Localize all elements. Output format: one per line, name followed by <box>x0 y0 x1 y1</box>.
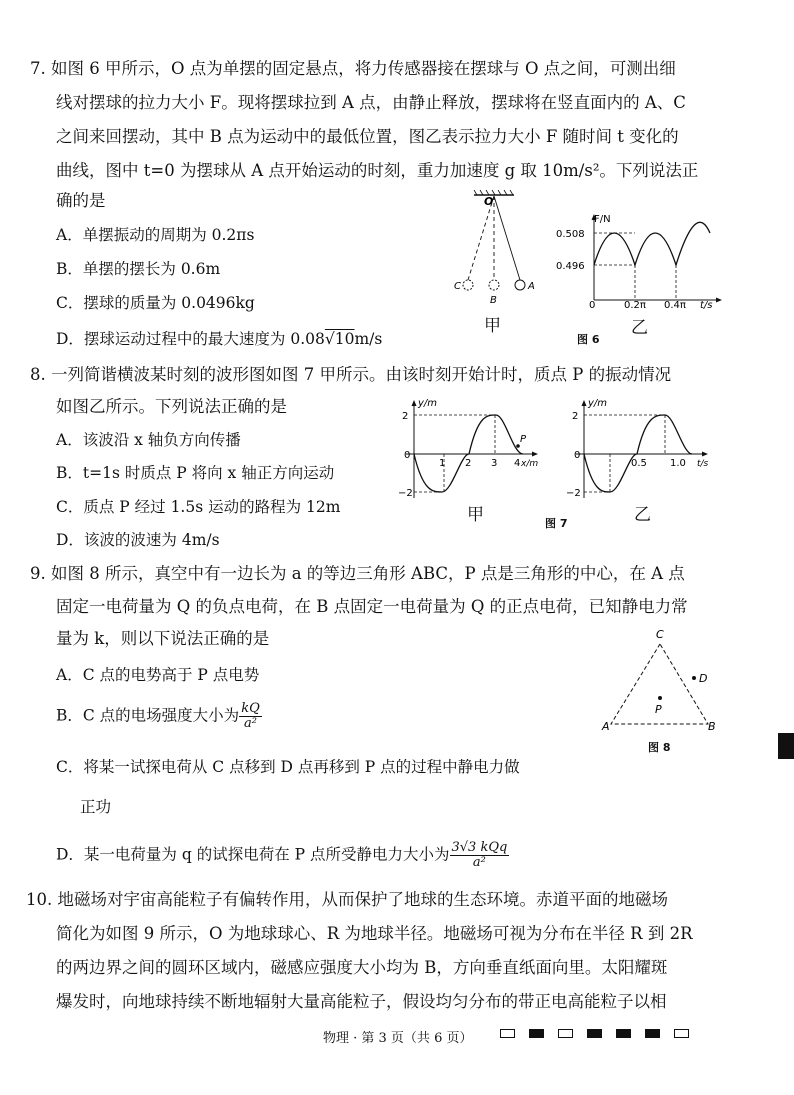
marker-hollow-square <box>674 1029 689 1038</box>
pendulum-label-c: C <box>454 281 461 292</box>
q9-option-b <box>56 702 262 731</box>
q10-stem-line-1: 10. 地磁场对宇宙高能粒子有偏转作用，从而保护了地球的生态环境。赤道平面的地磁场 <box>26 890 668 909</box>
q9-option-c-line-2: 正功 <box>80 798 112 816</box>
force-chart-xlabel: t/s <box>700 300 713 310</box>
q7-stem-line-4: 曲线，图中 t=0 为摆球从 A 点开始运动的时刻，重力加速度 g 取 10m/s²。下列说法正 <box>56 161 699 180</box>
q9-stem-line-2: 固定一电荷量为 Q 的负点电荷，在 B 点固定一电荷量为 Q 的正点电荷，已知静电力常 <box>56 597 688 616</box>
q7-option-d-text: D．摆球运动过程中的最大速度为 0.08 <box>56 330 325 348</box>
figure-7-jia-label: 甲 <box>467 505 484 525</box>
q10-stem-line-4: 爆发时，向地球持续不断地辐射大量高能粒子，假设均匀分布的带正电高能粒子以相 <box>56 992 667 1011</box>
q9-option-a: A．C 点的电势高于 P 点电势 <box>56 666 260 684</box>
triangle-vertex-a: A <box>602 720 610 733</box>
q7-option-c: C．摆球的质量为 0.0496kg <box>56 294 255 312</box>
q9-option-d <box>56 841 509 870</box>
q9-option-d-numerator: 3√3 kQq <box>451 840 508 855</box>
q7-stem-line-5: 确的是 <box>56 191 106 210</box>
q9-stem-line-3: 量为 k，则以下说法正确的是 <box>56 629 270 648</box>
marker-hollow-square <box>500 1029 515 1038</box>
force-chart-ylabel: F/N <box>594 214 611 225</box>
figure-6-caption: 图 6 <box>577 333 600 346</box>
q8-stem-line-2: 如图乙所示。下列说法正确的是 <box>56 397 287 416</box>
page-edge-tab <box>778 733 794 759</box>
vibration-chart-xtick-2: 1.0 <box>670 458 686 469</box>
wave-chart-ytick-bottom: −2 <box>398 488 413 499</box>
wave-chart-xtick-2: 2 <box>465 458 472 469</box>
force-chart-ytick-low: 0.496 <box>556 261 585 272</box>
pendulum-label-b: B <box>490 295 497 306</box>
triangle-vertex-b: B <box>708 720 716 733</box>
figure-7-vibration-chart <box>564 396 719 504</box>
q7-option-d-radical: √10 <box>324 330 355 348</box>
pendulum-label-o: O <box>484 195 494 208</box>
vibration-chart-ytick-bottom: −2 <box>566 488 581 499</box>
figure-6-pendulum <box>452 188 552 318</box>
q9-option-b-numerator: kQ <box>241 701 260 716</box>
vibration-chart-xlabel: t/s <box>697 459 709 469</box>
force-chart-ytick-high: 0.508 <box>556 229 585 240</box>
vibration-chart-xtick-1: 0.5 <box>631 458 647 469</box>
vibration-chart-ylabel: y/m <box>588 398 608 409</box>
q10-stem-line-2: 简化为如图 9 所示，O 为地球球心、R 为地球半径。地磁场可视为分布在半径 R 到 2R <box>56 924 693 943</box>
q7-stem-line-3: 之间来回摆动，其中 B 点为运动中的最低位置，图乙表示拉力大小 F 随时间 t 变化的 <box>56 127 679 146</box>
figure-7-caption: 图 7 <box>545 517 568 530</box>
q9-option-d-fraction <box>450 841 510 870</box>
q7-option-b: B．单摆的摆长为 0.6m <box>56 260 221 278</box>
q7-stem-line-2: 线对摆球的拉力大小 F。现将摆球拉到 A 点，由静止释放，摆球将在竖直面内的 A、C <box>56 93 686 112</box>
vibration-chart-ytick-top: 2 <box>572 411 579 422</box>
marker-filled-square <box>529 1029 544 1038</box>
marker-filled-square <box>645 1029 660 1038</box>
wave-chart-ytick-top: 2 <box>402 411 409 422</box>
wave-chart-ylabel: y/m <box>418 398 438 409</box>
triangle-point-d: D <box>699 672 708 685</box>
figure-7-yi-label: 乙 <box>634 505 651 525</box>
force-chart-origin: 0 <box>589 300 596 310</box>
vibration-chart-origin: 0 <box>574 450 581 461</box>
q8-stem-line-1: 8. 一列简谐横波某时刻的波形图如图 7 甲所示。由该时刻开始计时，质点 P 的振动情况 <box>30 365 672 384</box>
marker-filled-square <box>616 1029 631 1038</box>
q9-option-b-text: B．C 点的电场强度大小为 <box>56 706 240 725</box>
q8-option-a: A．该波沿 x 轴负方向传播 <box>56 431 241 449</box>
figure-7-wave-chart <box>396 396 546 504</box>
force-chart-xtick-2: 0.4π <box>664 300 686 310</box>
q7-option-d <box>56 328 382 350</box>
q7-option-d-unit: m/s <box>354 330 383 348</box>
q9-option-c-line-1: C．将某一试探电荷从 C 点移到 D 点再移到 P 点的过程中静电力做 <box>56 758 520 776</box>
triangle-center-p: P <box>655 703 662 716</box>
q9-option-b-fraction <box>239 702 262 731</box>
force-chart-xtick-1: 0.2π <box>624 300 646 310</box>
wave-chart-origin: 0 <box>404 450 411 461</box>
triangle-vertex-c: C <box>656 628 664 641</box>
q9-option-b-denominator: a² <box>243 716 257 731</box>
marker-hollow-square <box>558 1029 573 1038</box>
wave-chart-xtick-1: 1 <box>439 458 446 469</box>
figure-6-force-chart <box>556 210 726 310</box>
figure-8-caption: 图 8 <box>648 741 671 754</box>
figure-6-yi-label: 乙 <box>631 318 648 338</box>
wave-chart-xtick-3: 3 <box>491 458 498 469</box>
q9-stem-line-1: 9. 如图 8 所示，真空中有一边长为 a 的等边三角形 ABC，P 点是三角形的中心，在 A 点 <box>30 564 685 583</box>
q8-option-d: D．该波的波速为 4m/s <box>56 531 220 549</box>
q9-option-d-text: D．某一电荷量为 q 的试探电荷在 P 点所受静电力大小为 <box>56 845 450 864</box>
footer-marker-strip <box>500 1029 689 1038</box>
marker-filled-square <box>587 1029 602 1038</box>
q7-option-a: A．单摆振动的周期为 0.2πs <box>56 226 255 244</box>
pendulum-label-a: A <box>528 281 535 292</box>
q7-stem-line-1: 7. 如图 6 甲所示，O 点为单摆的固定悬点，将力传感器接在摆球与 O 点之间，可测出细 <box>30 59 676 78</box>
figure-6-jia-label: 甲 <box>484 316 501 336</box>
wave-chart-xlabel: x/m <box>521 459 539 469</box>
q9-option-d-denominator: a² <box>472 855 486 870</box>
wave-chart-xtick-4: 4 <box>514 458 521 469</box>
q8-option-b: B．t=1s 时质点 P 将向 x 轴正方向运动 <box>56 464 335 482</box>
figure-8-triangle <box>598 626 723 738</box>
q8-option-c: C．质点 P 经过 1.5s 运动的路程为 12m <box>56 498 341 516</box>
wave-chart-point-p: P <box>520 434 527 445</box>
page-footer: 物理 · 第 3 页（共 6 页） <box>323 1031 473 1046</box>
q10-stem-line-3: 的两边界之间的圆环区域内，磁感应强度大小均为 B，方向垂直纸面向里。太阳耀斑 <box>56 958 668 977</box>
